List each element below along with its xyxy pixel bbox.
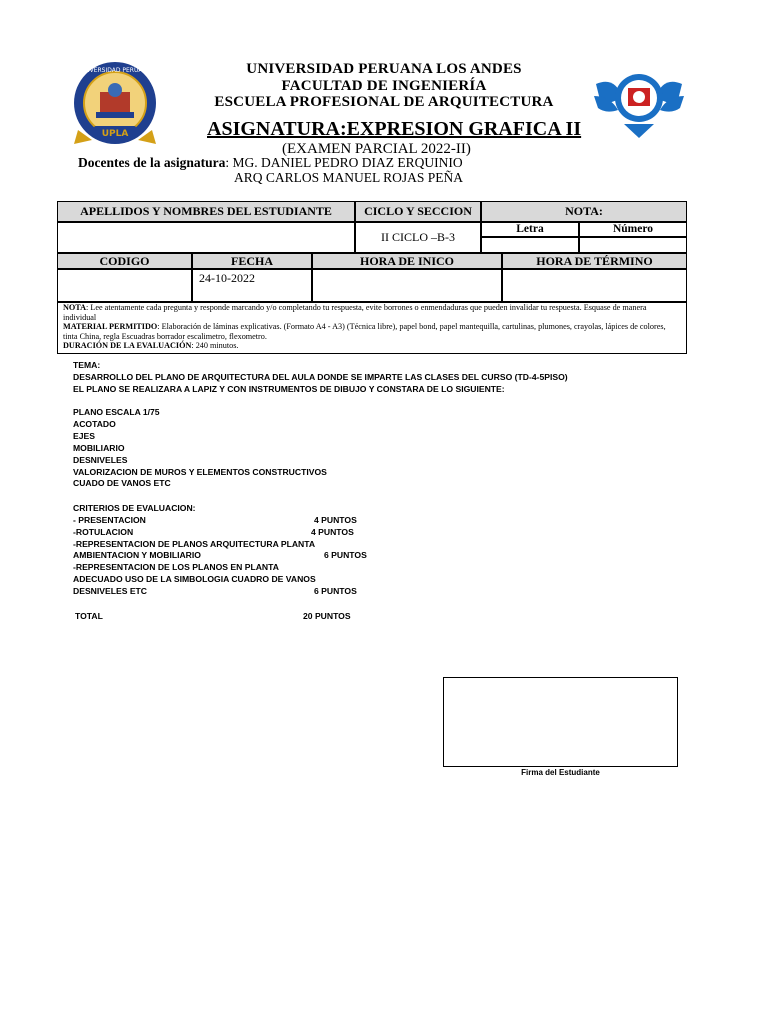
code-field[interactable] bbox=[57, 269, 192, 302]
criterion-3b: AMBIENTACION Y MOBILIARIO bbox=[73, 550, 201, 560]
date-value: 24-10-2022 bbox=[192, 269, 312, 302]
criterion-3-points: 6 PUNTOS bbox=[324, 550, 367, 560]
criterion-2-points: 4 PUNTOS bbox=[311, 527, 354, 537]
list-item: DESNIVELES bbox=[73, 455, 128, 465]
teacher-2: ARQ CARLOS MANUEL ROJAS PEÑA bbox=[234, 170, 464, 185]
end-time-header: HORA DE TÉRMINO bbox=[502, 253, 687, 269]
signature-label: Firma del Estudiante bbox=[521, 768, 600, 777]
number-header: Número bbox=[579, 222, 687, 237]
university-name: UNIVERSIDAD PERUANA LOS ANDES bbox=[246, 61, 522, 77]
cycle-value: II CICLO –B-3 bbox=[355, 222, 481, 253]
instructions-box bbox=[57, 302, 687, 354]
duration-label: DURACIÓN DE LA EVALUACIÓN bbox=[63, 341, 192, 351]
student-name-header: APELLIDOS Y NOMBRES DEL ESTUDIANTE bbox=[57, 201, 355, 222]
nota-line bbox=[63, 303, 681, 322]
criterion-1: - PRESENTACION bbox=[73, 515, 146, 525]
material-line bbox=[63, 322, 681, 341]
total-points: 20 PUNTOS bbox=[303, 611, 351, 621]
list-item: EJES bbox=[73, 431, 95, 441]
criterion-4a: -REPRESENTACION DE LOS PLANOS EN PLANTA bbox=[73, 562, 279, 572]
code-header: CODIGO bbox=[57, 253, 192, 269]
list-item: MOBILIARIO bbox=[73, 443, 125, 453]
exam-title: (EXAMEN PARCIAL 2022-II) bbox=[282, 141, 471, 157]
nota-label: NOTA bbox=[63, 303, 87, 312]
tema-line-1: DESARROLLO DEL PLANO DE ARQUITECTURA DEL AULA DONDE SE IMPARTE LAS CLASES DEL CURSO (TD-4-5PISO) bbox=[73, 372, 568, 382]
start-time-field[interactable] bbox=[312, 269, 502, 302]
cycle-header: CICLO Y SECCION bbox=[355, 201, 481, 222]
number-grade-field[interactable] bbox=[579, 237, 687, 253]
criterion-4b: ADECUADO USO DE LA SIMBOLOGIA CUADRO DE VANOS bbox=[73, 574, 316, 584]
svg-text:UPLA: UPLA bbox=[101, 129, 129, 139]
tema-label: TEMA: bbox=[73, 360, 101, 370]
list-item: ACOTADO bbox=[73, 419, 116, 429]
teachers-line-1 bbox=[78, 155, 463, 171]
letter-header: Letra bbox=[481, 222, 579, 237]
criterion-3a: -REPRESENTACION DE PLANOS ARQUITECTURA PLANTA bbox=[73, 539, 316, 549]
grade-header: NOTA: bbox=[481, 201, 687, 222]
duration-line bbox=[63, 341, 681, 351]
student-name-field[interactable] bbox=[57, 222, 355, 253]
school-name: ESCUELA PROFESIONAL DE ARQUITECTURA bbox=[214, 94, 554, 110]
criterion-4c: DESNIVELES ETC bbox=[73, 586, 148, 596]
duration-text: : 240 minutos. bbox=[191, 341, 239, 351]
total-label: TOTAL bbox=[75, 611, 103, 621]
signature-box[interactable] bbox=[443, 677, 678, 767]
list-item: CUADO DE VANOS ETC bbox=[73, 478, 171, 488]
criteria-title: CRITERIOS DE EVALUACION: bbox=[73, 503, 196, 513]
tema-line-2: EL PLANO SE REALIZARA A LAPIZ Y CON INSTRUMENTOS DE DIBUJO Y CONSTARA DE LO SIGUIENTE: bbox=[73, 384, 505, 394]
faculty-name: FACULTAD DE INGENIERÍA bbox=[281, 78, 487, 94]
teachers-label: Docentes de la asignatura bbox=[78, 155, 226, 170]
start-time-header: HORA DE INICO bbox=[312, 253, 502, 269]
subject-title: ASIGNATURA:EXPRESION GRAFICA II bbox=[207, 118, 582, 140]
list-item: VALORIZACION DE MUROS Y ELEMENTOS CONSTRUCTIVOS bbox=[73, 467, 327, 477]
nota-text: : Lee atentamente cada pregunta y responde marcando y/o completando tu respuesta, evite borrones o enmendaduras que pueden invalidar tu respuesta. Esquase de manera individual bbox=[63, 303, 647, 322]
end-time-field[interactable] bbox=[502, 269, 687, 302]
criterion-4-points: 6 PUNTOS bbox=[314, 586, 357, 596]
list-item: PLANO ESCALA 1/75 bbox=[73, 407, 160, 417]
date-header: FECHA bbox=[192, 253, 312, 269]
material-label: MATERIAL PERMITIDO bbox=[63, 322, 158, 332]
teacher-1: : MG. DANIEL PEDRO DIAZ ERQUINIO bbox=[225, 155, 463, 170]
svg-text:UNIVERSIDAD PERUANA: UNIVERSIDAD PERUANA bbox=[78, 67, 152, 74]
criterion-1-points: 4 PUNTOS bbox=[314, 515, 357, 525]
material-text: : Elaboración de láminas explicativas. (Formato A4 - A3) (Técnica libre), papel bond, papel mantequilla, cartulinas, plumones, crayolas, lápices de colores, tinta China, regla Escuadras borrador escalimetro, flexometro. bbox=[63, 322, 666, 341]
criterion-2: -ROTULACION bbox=[73, 527, 134, 537]
letter-grade-field[interactable] bbox=[481, 237, 579, 253]
